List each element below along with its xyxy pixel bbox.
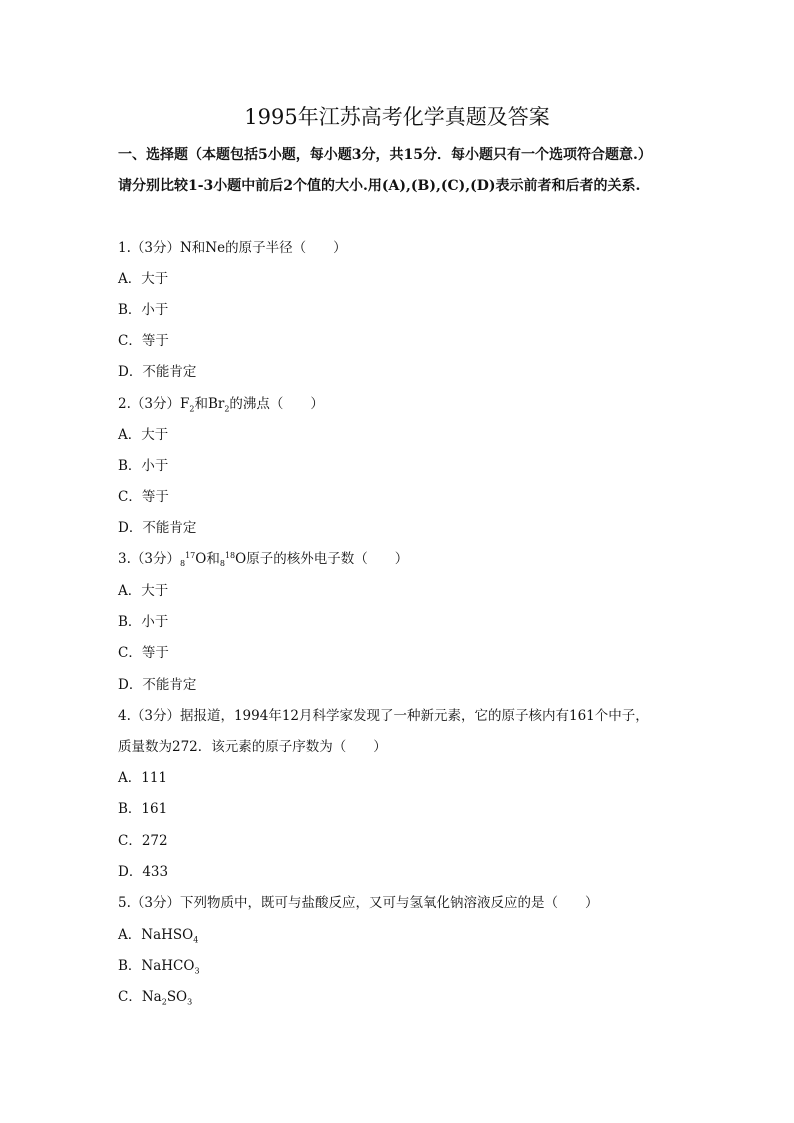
page-title: 1995年江苏高考化学真题及答案: [244, 105, 550, 129]
question-2-option-d: D．不能肯定: [118, 520, 197, 536]
formula-f: F: [179, 396, 190, 412]
question-5-option-b: [118, 956, 200, 976]
question-1-option-d: D．不能肯定: [118, 364, 197, 380]
question-2-tail: 的沸点（ ）: [229, 396, 324, 412]
formula: NaHSO: [141, 927, 194, 943]
formula: NaHCO: [141, 958, 195, 974]
formula: Na: [141, 989, 162, 1005]
question-4-option-b: B．161: [118, 801, 168, 817]
question-2-stem: [118, 394, 324, 414]
section-heading: 一、选择题（本题包括5小题，每小题3分，共15分．每小题只有一个选项符合题意.）: [118, 147, 652, 163]
question-1-stem: 1.（3分）N和Ne的原子半径（ ）: [118, 240, 347, 256]
formula-br: Br: [207, 396, 225, 412]
question-3-option-d: D．不能肯定: [118, 677, 197, 693]
question-5-stem: 5.（3分）下列物质中，既可与盐酸反应，又可与氢氧化钠溶液反应的是（ ）: [118, 895, 599, 911]
subscript: 2: [161, 997, 167, 1007]
formula: SO: [166, 989, 188, 1005]
element-symbol: O: [195, 551, 207, 567]
conjunction: 和: [206, 551, 220, 567]
subscript: 3: [194, 966, 200, 976]
question-4-option-d: D．433: [118, 864, 169, 880]
subscript: 4: [193, 935, 199, 945]
question-4-option-c: C．272: [118, 833, 168, 849]
question-4-stem-line-1: 4.（3分）据报道，1994年12月科学家发现了一种新元素，它的原子核内有161个中子，: [118, 708, 649, 724]
question-1-option-c: C．等于: [118, 333, 169, 349]
question-3-option-b: B．小于: [118, 614, 169, 630]
question-1-option-a: A．大于: [118, 271, 169, 287]
mass-number: 18: [224, 551, 236, 560]
question-3-option-a: A．大于: [118, 583, 169, 599]
subscript: 2: [189, 404, 195, 414]
question-3-number: 3.（3分）: [118, 551, 180, 567]
option-label: B．: [118, 958, 142, 974]
mass-number: 17: [185, 551, 196, 560]
question-3-stem: [118, 549, 408, 571]
question-1-option-b: B．小于: [118, 302, 169, 318]
option-label: A．: [118, 927, 142, 943]
question-5-option-c: [118, 987, 192, 1007]
question-2-option-c: C．等于: [118, 489, 169, 505]
option-label: C．: [118, 989, 142, 1005]
question-2-option-b: B．小于: [118, 458, 169, 474]
element-symbol: O: [235, 551, 247, 567]
subscript: 2: [224, 404, 230, 414]
atomic-number: 8: [219, 559, 225, 568]
question-2-option-a: A．大于: [118, 427, 169, 443]
question-3-option-c: C．等于: [118, 645, 169, 661]
question-4-stem-line-2: 质量数为272．该元素的原子序数为（ ）: [118, 739, 387, 755]
subscript: 3: [187, 997, 193, 1007]
question-4-option-a: A．111: [118, 770, 168, 786]
question-5-option-a: [118, 925, 198, 945]
instructions: 请分别比较1-3小题中前后2个值的大小.用(A),(B),(C),(D)表示前者和后者的关系.: [118, 178, 641, 194]
atomic-number: 8: [179, 559, 186, 568]
conjunction: 和: [194, 396, 208, 412]
question-2-number: 2.（3分）: [118, 396, 180, 412]
question-3-tail: 原子的核外电子数（ ）: [246, 551, 409, 567]
